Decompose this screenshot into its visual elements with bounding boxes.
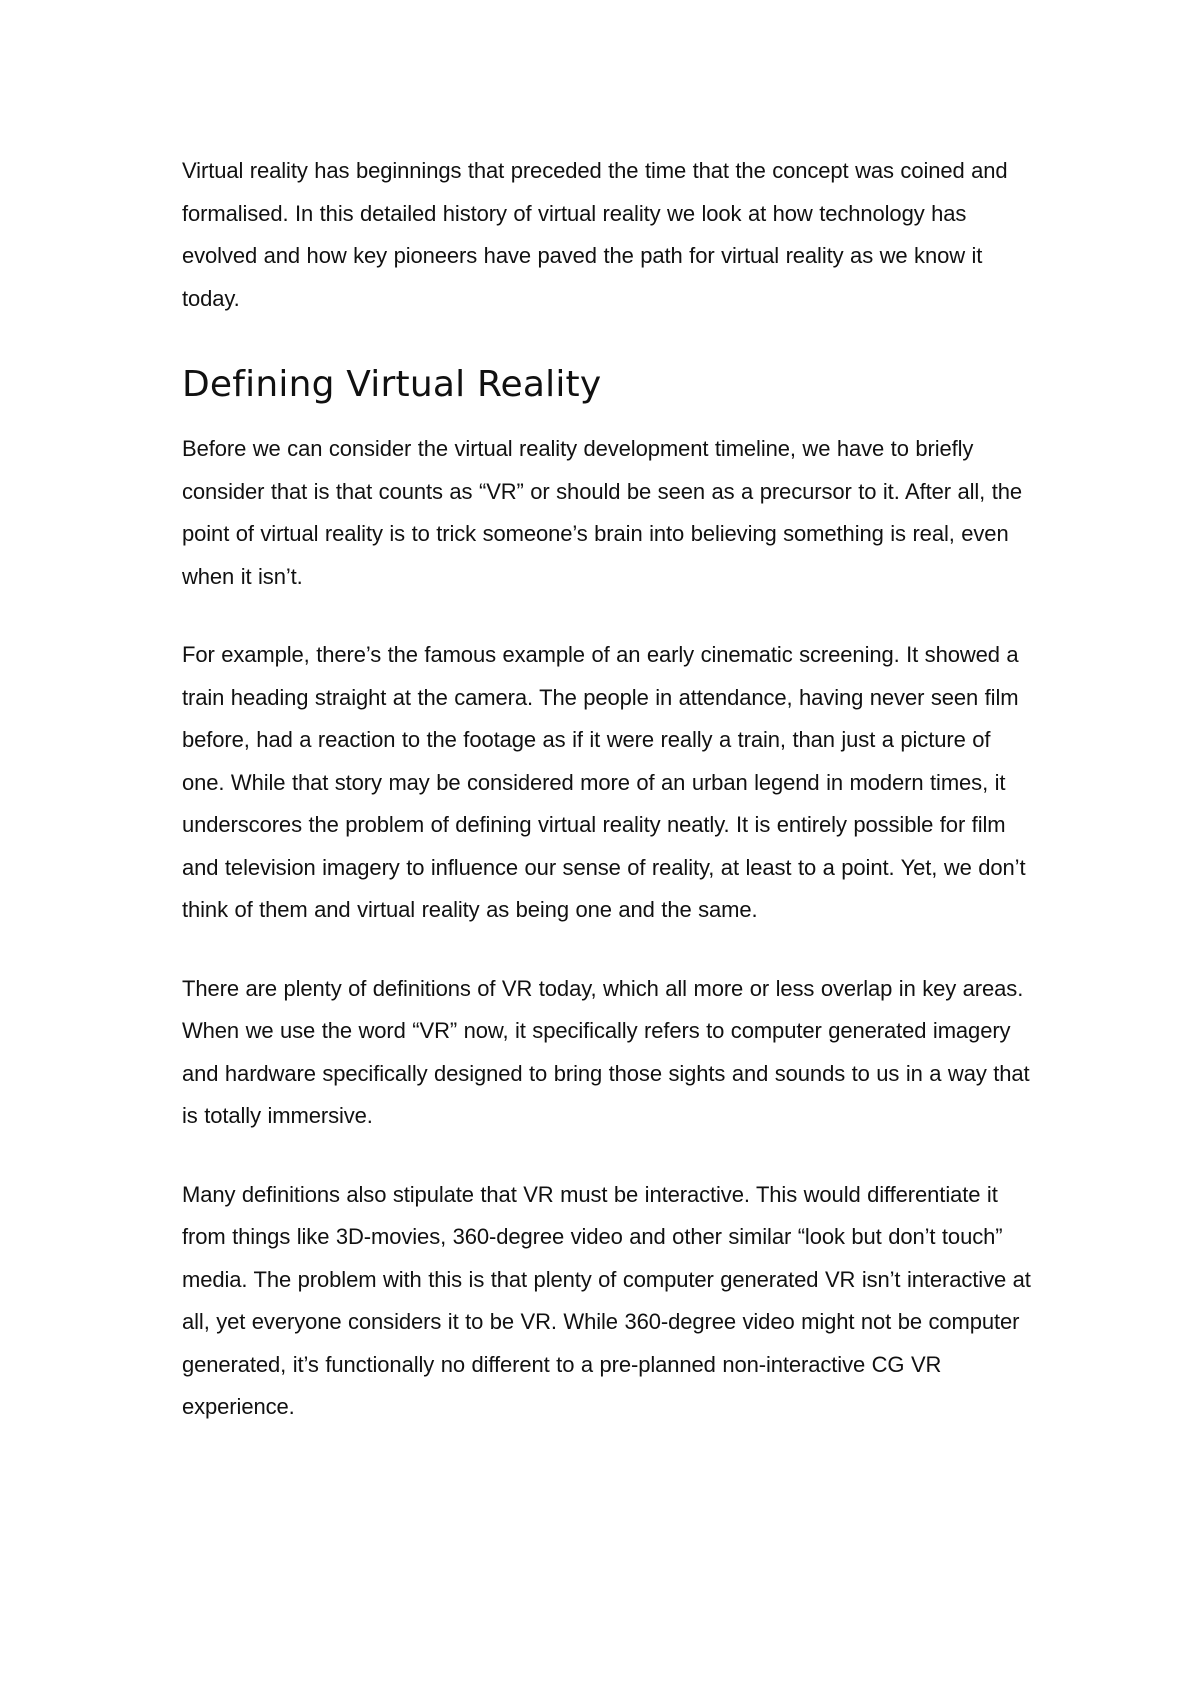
body-paragraph-3: There are plenty of definitions of VR today, which all more or less overlap in key areas. When we use the word “VR” now, it specifically refers to computer generated imagery and hardware specifically designed to bring those sights and sounds to us in a way that is totally immersive. <box>182 975 1030 1128</box>
section-heading: Defining Virtual Reality <box>182 364 602 405</box>
body-paragraph-2: For example, there’s the famous example of an early cinematic screening. It showed a train heading straight at the camera. The people in attendance, having never seen film before, had a reaction to the footage as if it were really a train, than just a picture of one. While that story may be considered more of an urban legend in modern times, it underscores the problem of defining virtual reality neatly. It is entirely possible for film and television imagery to influence our sense of reality, at least to a point. Yet, we don’t think of them and virtual reality as being one and the same. <box>182 642 1026 922</box>
body-paragraph-4: Many definitions also stipulate that VR must be interactive. This would differentiate it from things like 3D-movies, 360-degree video and other similar “look but don’t touch” media. The problem with this is that plenty of computer generated VR isn’t interactive at all, yet everyone considers it to be VR. While 360-degree video might not be computer generated, it’s functionally no different to a pre-planned non-interactive CG VR experience. <box>182 1181 1031 1419</box>
intro-paragraph: Virtual reality has beginnings that preceded the time that the concept was coined and formalised. In this detailed history of virtual reality we look at how technology has evolved and how key pioneers have paved the path for virtual reality as we know it today. <box>182 158 1008 311</box>
body-paragraph-1: Before we can consider the virtual reality development timeline, we have to briefly consider that is that counts as “VR” or should be seen as a precursor to it. After all, the point of virtual reality is to trick someone’s brain into believing something is real, even when it isn’t. <box>182 436 1022 589</box>
document-body <box>182 150 1032 1465</box>
